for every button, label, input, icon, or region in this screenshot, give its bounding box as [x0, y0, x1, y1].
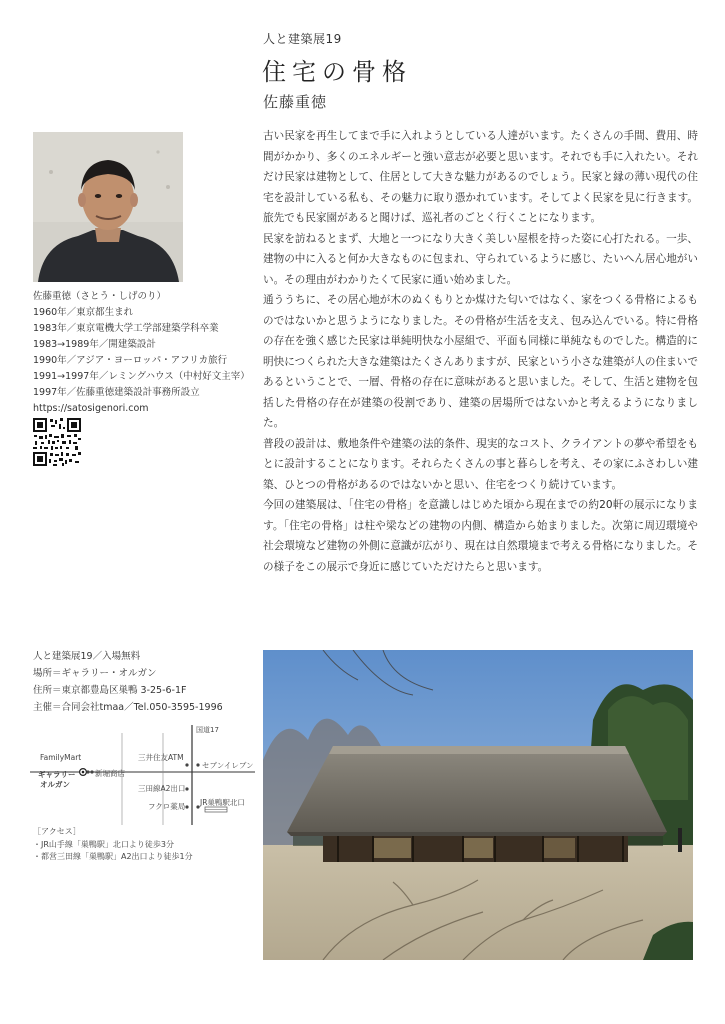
bio-line: 1990年／アジア・ヨーロッパ・アフリカ旅行: [33, 355, 228, 366]
map-seven: セブンイレブン: [202, 761, 254, 770]
info-line: 主催＝合同会社tmaa／Tel.050-3595-1996: [33, 702, 223, 713]
minka-house-photo: [263, 650, 693, 960]
info-line: 住所＝東京都豊島区巣鴨 3-25-6-1F: [33, 685, 187, 696]
map-fukuro: フクロ薬局: [148, 802, 186, 811]
map-gallery-1: ギャラリー: [38, 770, 76, 779]
bio-line: 1991→1997年／レミングハウス（中村好文主宰）: [33, 371, 250, 382]
fukuro-marker: [185, 805, 188, 808]
shinkai-marker: [90, 770, 93, 773]
seven-marker: [196, 763, 199, 766]
essay: [263, 126, 698, 577]
bio-line: 1983→1989年／開建築設計: [33, 339, 156, 350]
essay-paragraph: 通ううちに、その居心地が木のぬくもりとか煤けた匂いではなく、家をつくる骨格によるものではないかと思うようになりました。その骨格が生活を支え、包み込んでいる。特に骨格の存在を強く感じた民家は単純明快な小屋組で、平面も同様に単純なものでした。構造的に明快につくられた大きな建築はたくさんありますが、民家という小さな建築が人の住まいであるということで、一層、骨格の存在に意味があると思いました。そして、生活と建物を包括した骨格の存在が建築の役割であり、建築の居場所ではないかと考えるようになりました。: [263, 294, 698, 429]
author-name: 佐藤重徳: [263, 93, 328, 111]
portrait-photo: [33, 132, 183, 282]
info-line: 人と建築展19／入場無料: [33, 651, 141, 662]
essay-paragraph: 民家を訪ねるとまず、大地と一つになり大きく美しい屋根を持った姿に心打たれる。一歩、建物の中に入ると何か大きなものに包まれ、守られているように感じ、たいへん居心地がいい。その理由がわかりたくて民家に通い始めました。: [263, 232, 698, 286]
qr-code-icon[interactable]: [33, 418, 81, 466]
access-map: [30, 725, 255, 825]
map-jr-exit: JR巣鴨駅北口: [200, 798, 245, 807]
mita-exit-marker: [185, 787, 188, 790]
bio-line: 1983年／東京電機大学工学部建築学科卒業: [33, 323, 219, 334]
access-line: ・都営三田線「巣鴨駅」A2出口より徒歩1分: [33, 852, 193, 861]
access-heading: ［アクセス］: [33, 827, 81, 836]
map-mitsui: 三井住友ATM: [138, 753, 184, 762]
access-line: ・JR山手線「巣鴨駅」北口より徒歩3分: [33, 839, 175, 849]
access-info: [33, 826, 263, 864]
mitsui-marker: [185, 763, 188, 766]
bio-line: 1997年／佐藤重徳建築設計事務所設立: [33, 387, 200, 398]
bio: [33, 289, 248, 417]
map-mita-exit: 三田線A2出口: [138, 784, 186, 793]
map-gallery-2: オルガン: [40, 780, 70, 789]
bio-name: 佐藤重徳（さとう・しげのり）: [33, 291, 167, 302]
essay-paragraph: 普段の設計は、敷地条件や建築の法的条件、現実的なコスト、クライアントの夢や希望をもとに設計することになります。それらたくさんの事と暮らしを考え、その家にふさわしい建築、ひとつの骨格があるのではないかと思い、住宅をつくり続けています。: [263, 437, 698, 491]
person-silhouette: [678, 828, 682, 852]
familymart-marker: [86, 770, 89, 773]
essay-paragraph: 古い民家を再生してまで手に入れようとしている人達がいます。たくさんの手間、費用、時間がかかり、多くのエネルギーと強い意志が必要と思います。それでも手に入れたい。それだけ民家は建物として、住居として大きな魅力があるのでしょう。民家と縁の薄い現代の住宅を設計している私も、その魅力に取り憑かれています。そしてよく民家を見に行きます。旅先でも民家園があると聞けば、巡礼者のごとく行くことになります。: [263, 130, 698, 224]
website-link[interactable]: https://satosigenori.com: [33, 403, 149, 414]
info-line: 場所＝ギャラリー・オルガン: [33, 668, 157, 679]
map-route-label: 国道17: [196, 726, 219, 734]
map-familymart: FamilyMart: [40, 753, 82, 762]
essay-paragraph: 今回の建築展は、「住宅の骨格」を意識しはじめた頃から現在までの約20軒の展示になります。「住宅の骨格」は柱や梁などの建物の内側、構造から始まりました。次第に周辺環境や社会環境など建物の外側に意識が広がり、現在は自然環境まで考える骨格になりました。その様子をこの展示で身近に感じていただけたらと思います。: [263, 499, 698, 573]
map-shinkai: 新堀商店: [95, 769, 125, 778]
series-label: 人と建築展19: [263, 32, 342, 46]
bio-line: 1960年／東京都生まれ: [33, 307, 134, 318]
exhibition-title: 住宅の骨格: [262, 58, 412, 86]
exhibition-info: [33, 648, 263, 716]
